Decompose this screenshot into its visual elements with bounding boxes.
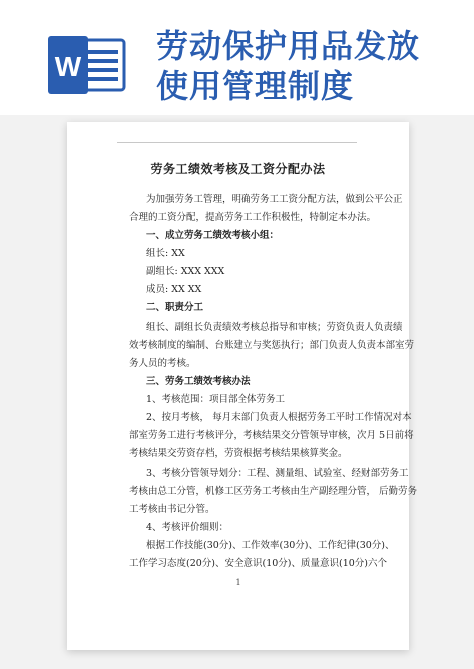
section2-line-1: 组长、副组长负责绩效考核总指导和审核；劳资负责人负责绩: [146, 322, 403, 333]
section3-item3-line-1: 3、考核分管领导划分：工程、测量组、试验室、经财部劳务工: [146, 468, 409, 479]
section2-line-2: 效考核制度的编制、台账建立与奖惩执行；部门负责人负责本部室劳: [129, 340, 415, 351]
section3-heading: 三、劳务工绩效考核办法: [146, 376, 251, 387]
section1-heading: 一、成立劳务工绩效考核小组：: [146, 230, 280, 241]
banner: [0, 0, 474, 115]
banner-title-line2: 使用管理制度: [156, 67, 355, 105]
header-rule: [117, 142, 357, 143]
section3-item2-line-1: 2、按月考核， 每月末部门负责人根据劳务工平时工作情况对本: [146, 412, 412, 423]
section2-line-3: 务人员的考核。: [129, 358, 196, 369]
banner-title-line1: 劳动保护用品发放: [156, 27, 421, 65]
intro-line-1: 为加强劳务工管理，明确劳务工工资分配方法，做到公平公正: [146, 194, 403, 205]
section3-item4: 4、考核评价细则：: [146, 522, 229, 533]
section3-item4-line-1: 根据工作技能(30分)、工作效率(30分)、工作纪律(30分)、: [146, 540, 395, 551]
section3-item4-line-2: 工作学习态度(20分)、安全意识(10分)、质量意识(10分)六个: [129, 558, 388, 569]
banner-title: [156, 26, 466, 106]
page-number: 1: [235, 578, 241, 587]
word-icon: [48, 36, 126, 94]
section1-vice-leader: 副组长: XXX XXX: [146, 266, 225, 277]
section1-leader: 组长: XX: [146, 248, 185, 259]
section1-members: 成员: XX XX: [146, 284, 202, 295]
section3-item3-line-3: 工考核由书记分管。: [129, 504, 215, 515]
document-page: [67, 122, 418, 650]
section3-item3-line-2: 考核由总工分管，机修工区劳务工考核由生产副经理分管， 后勤劳务: [129, 486, 418, 497]
section2-heading: 二、职责分工: [146, 302, 204, 313]
document-title: 劳务工绩效考核及工资分配办法: [150, 162, 326, 176]
intro-line-2: 合理的工资分配，提高劳务工工作积极性，特制定本办法。: [129, 212, 377, 223]
section3-item1: 1、考核范围：项目部全体劳务工: [146, 394, 286, 405]
section3-item2-line-2: 部室劳务工进行考核评分，考核结果交分管领导审核，次月 5日前将: [129, 430, 414, 441]
section3-item2-line-3: 考核结果交劳资存档，劳资根据考核结果核算奖金。: [129, 448, 348, 459]
word-icon-letter: W: [54, 51, 82, 82]
